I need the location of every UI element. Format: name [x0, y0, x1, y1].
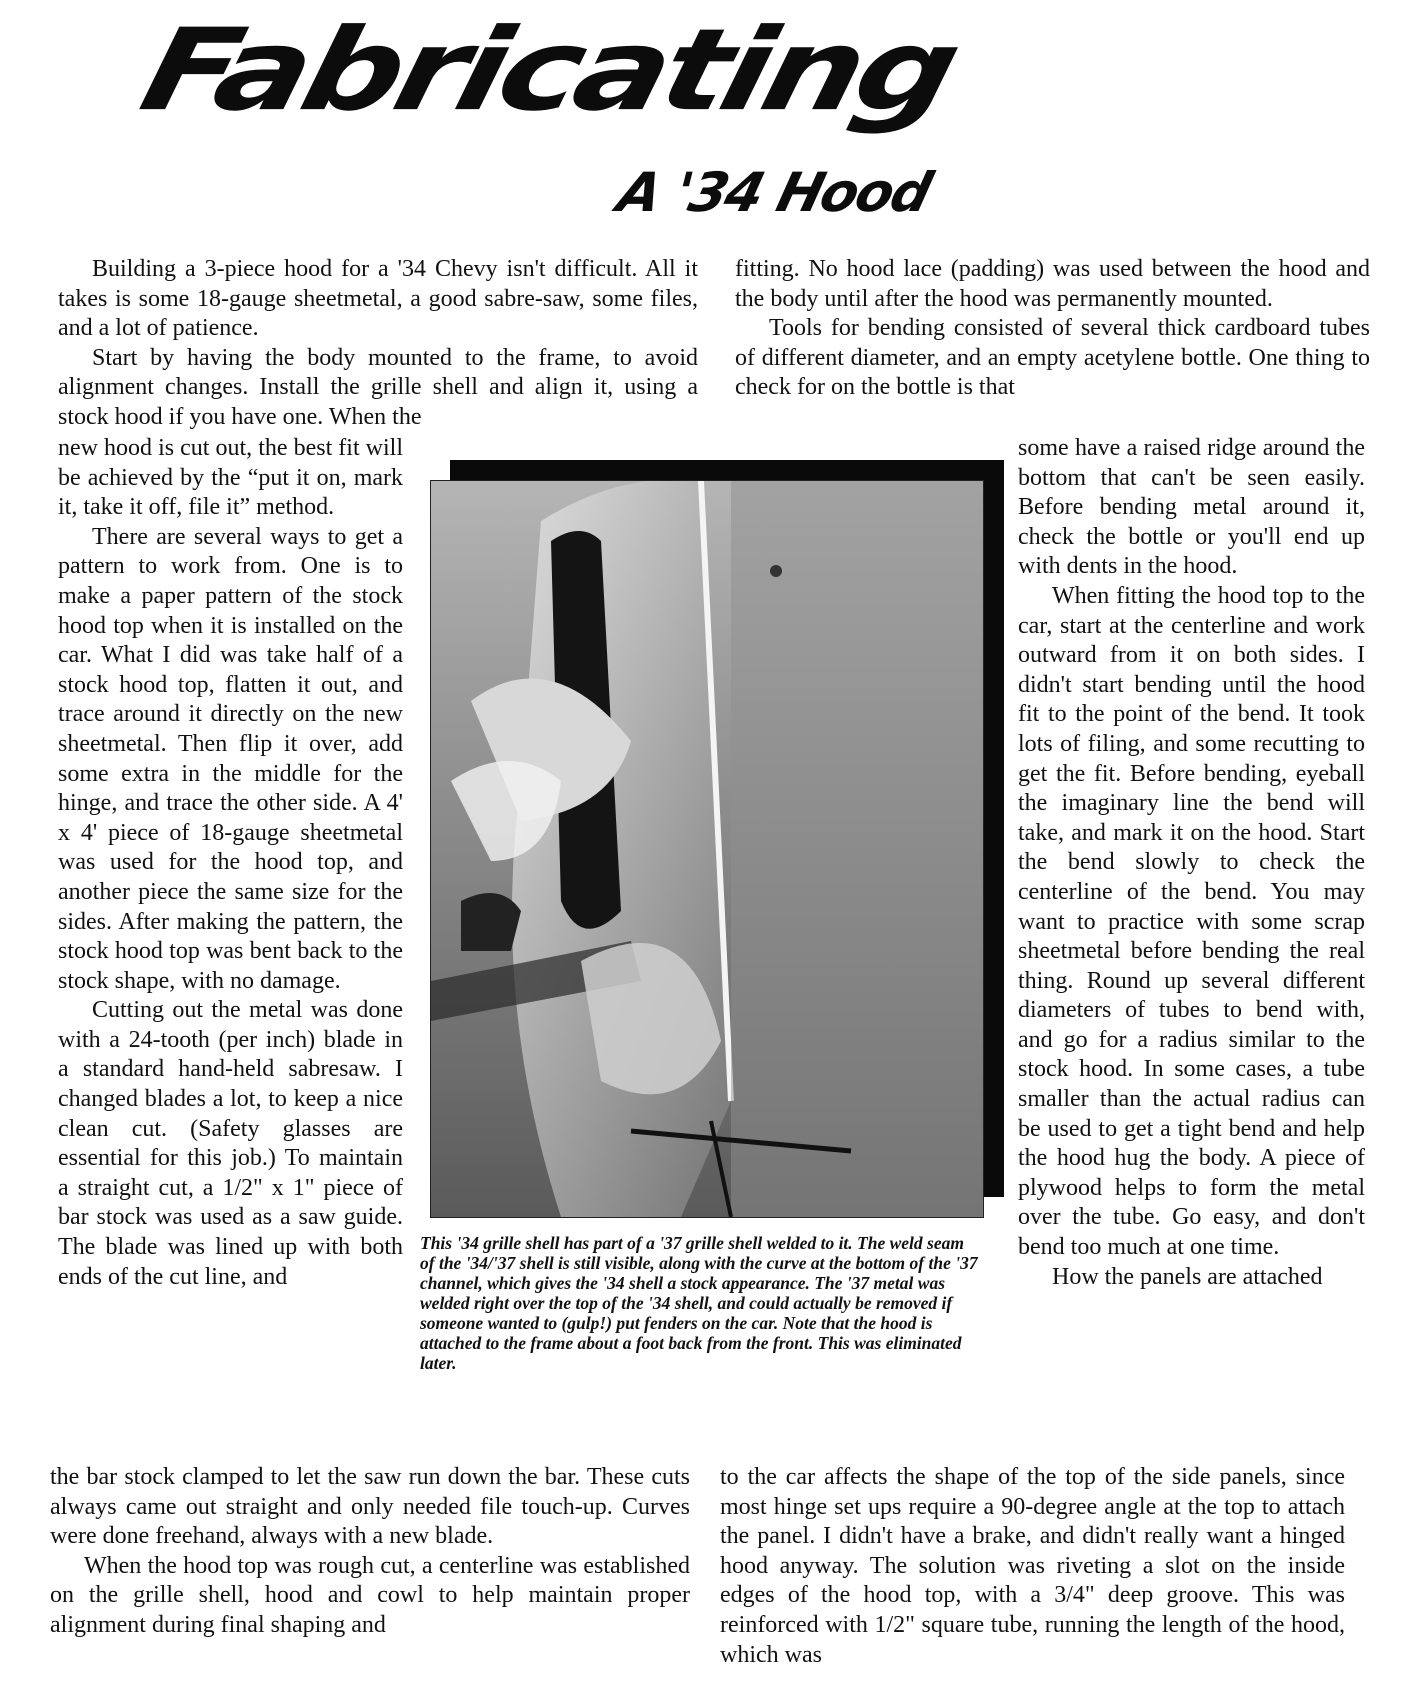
- hood-photo: [430, 480, 984, 1218]
- article-subtitle: A '34 Hood: [611, 161, 937, 224]
- paragraph: fitting. No hood lace (padding) was used between the hood and the body until after the hood was permanently mounted.: [735, 256, 1370, 312]
- paragraph: to the car affects the shape of the top of the side panels, since most hinge set ups require a 90-degree angle at the top to attach the panel. I didn't have a brake, and didn't really want a hinged hood anyway. The solution was riveting a slot on the inside edges of the hood top, with a 3/4" deep groove. This was reinforced with 1/2" square tube, running the length of the hood, which was: [720, 1464, 1345, 1668]
- photo-caption: This '34 grille shell has part of a '37 grille shell welded to it. The weld seam of the '34/'37 shell is still visible, along with the curve at the bottom of the '37 channel, which gives the '34 shell a stock appearance. The '37 metal was welded right over the top of the '34 shell, and could actually be removed if someone wanted to (gulp!) put fenders on the car. Note that the hood is attached to the frame about a foot back from the front. This was eliminated later.: [420, 1233, 978, 1373]
- grille-shell-illustration: [431, 481, 983, 1217]
- column-1-bottom: [50, 1463, 690, 1641]
- paragraph: Building a 3-piece hood for a '34 Chevy isn't difficult. All it takes is some 18-gauge sheetmetal, a good sabre-saw, some files, and a lot of patience.: [58, 256, 698, 342]
- paragraph: How the panels are attached: [1052, 1263, 1323, 1290]
- column-2-top: [735, 255, 1370, 403]
- paragraph: new hood is cut out, the best fit will be achieved by the “put it on, mark it, take it off, file it” method.: [58, 435, 403, 521]
- paragraph: Cutting out the metal was done with a 24-tooth (per inch) blade in a standard hand-held sabresaw. I changed blades a lot, to keep a nice clean cut. (Safety glasses are essential for this job.) To maintain a straight cut, a 1/2" x 1" piece of bar stock was used as a saw guide. The blade was lined up with both ends of the cut line, and: [58, 997, 403, 1290]
- paragraph: some have a raised ridge around the bottom that can't be seen easily. Before bending metal around it, check the bottle or you'll end up with dents in the hood.: [1018, 435, 1365, 580]
- paragraph: the bar stock clamped to let the saw run down the bar. These cuts always came out straight and only needed file touch-up. Curves were done freehand, always with a new blade.: [50, 1464, 690, 1550]
- article-title: Fabricating: [129, 4, 968, 137]
- paragraph: Tools for bending consisted of several thick cardboard tubes of different diameter, and an empty acetylene bottle. One thing to check for on the bottle is that: [735, 315, 1370, 401]
- paragraph: When the hood top was rough cut, a centerline was established on the grille shell, hood and cowl to help maintain proper alignment during final shaping and: [50, 1552, 690, 1638]
- column-2-bottom: [720, 1463, 1345, 1670]
- paragraph: When fitting the hood top to the car, start at the centerline and work outward from it on both sides. I didn't start bending until the hood fit to the point of the bend. It took lots of filing, and some recutting to get the fit. Before bending, eyeball the imaginary line the bend will take, and mark it on the hood. Start the bend slowly to check the centerline of the bend. You may want to practice with some scrap sheetmetal before bending the real thing. Round up several different diameters of tubes to bend with, and go for a radius similar to the stock hood. In some cases, a tube smaller than the actual radius can be used to get a tight bend and help the hood hug the body. A piece of plywood helps to form the metal over the tube. Go easy, and don't bend too much at one time.: [1018, 582, 1365, 1261]
- column-2-narrow: [1018, 434, 1365, 1292]
- column-1-top: [58, 255, 698, 433]
- paragraph: Start by having the body mounted to the frame, to avoid alignment changes. Install the grille shell and align it, using a stock hood if you have one. When the: [58, 344, 698, 430]
- column-1-narrow: [58, 434, 403, 1292]
- paragraph: There are several ways to get a pattern to work from. One is to make a paper pattern of the stock hood top when it is installed on the car. What I did was take half of a stock hood top, flatten it out, and trace around it directly on the new sheetmetal. Then flip it over, add some extra in the middle for the hinge, and trace the other side. A 4' x 4' piece of 18-gauge sheetmetal was used for the hood top, and another piece the same size for the sides. After making the pattern, the stock hood top was bent back to the stock shape, with no damage.: [58, 523, 403, 994]
